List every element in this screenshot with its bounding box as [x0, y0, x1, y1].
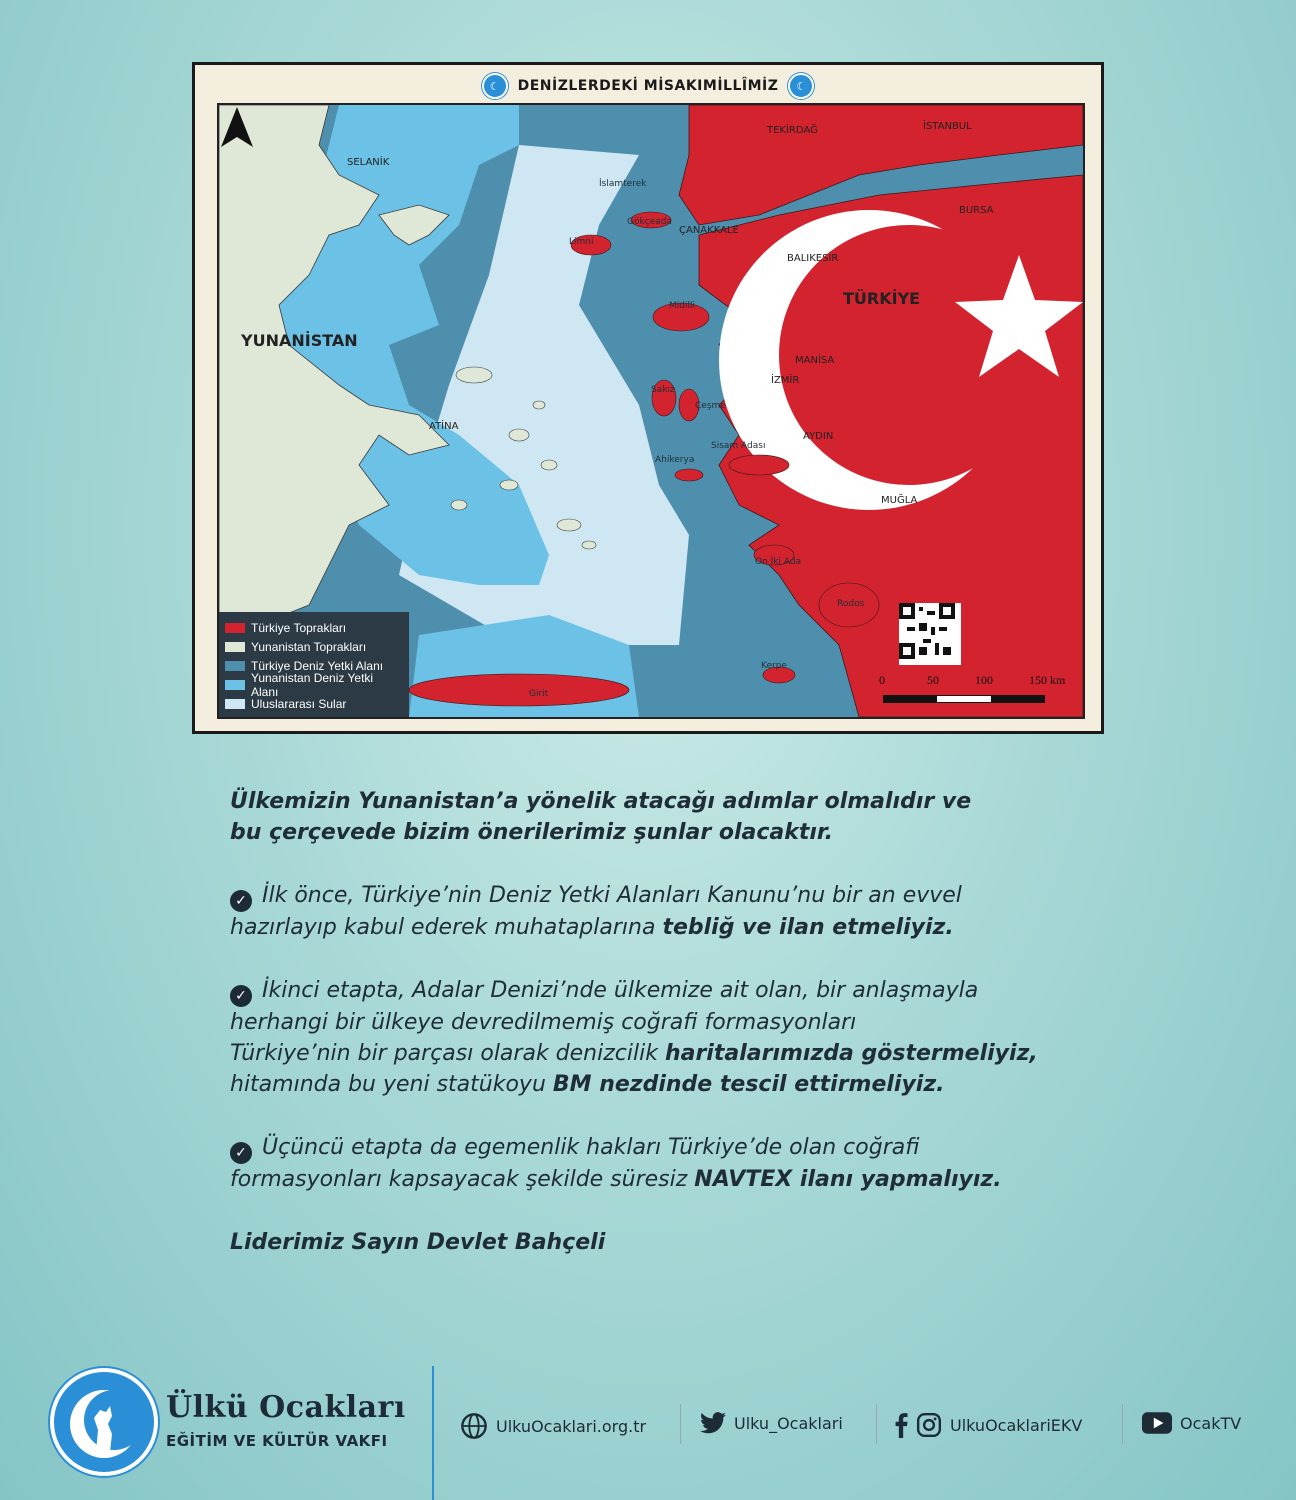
label-canakkale: ÇANAKKALE [679, 225, 739, 236]
point-emphasis: haritalarımızda göstermeliyiz, [664, 1041, 1038, 1066]
legend-item [225, 637, 403, 656]
social-separator [1122, 1404, 1123, 1444]
scale-label: 0 [879, 673, 885, 687]
legend-item [225, 618, 403, 637]
point-emphasis: tebliğ ve ilan etmeliyiz. [662, 915, 954, 940]
youtube-icon [1142, 1412, 1172, 1434]
social-separator [680, 1404, 681, 1444]
label-aydin: AYDIN [803, 431, 834, 442]
label-greece: YUNANİSTAN [241, 331, 358, 350]
point-text: hitamında bu yeni statükoyu [230, 1072, 553, 1097]
org-subtitle: EĞİTİM VE KÜLTÜR VAKFI [166, 1432, 388, 1450]
north-arrow-icon [219, 105, 255, 149]
youtube-link[interactable] [1142, 1412, 1241, 1434]
legend-label: Türkiye Toprakları [251, 620, 347, 635]
legend-label: Yunanistan Deniz Yetki Alanı [250, 670, 374, 699]
legend-swatch [225, 661, 245, 671]
point-emphasis: BM nezdinde tescil ettirmeliyiz. [552, 1072, 945, 1097]
label-girit: Girit [529, 689, 549, 699]
org-name: Ülkü Ocakları [166, 1390, 406, 1425]
point-text: Üçüncü etapta da egemenlik hakları Türkiye’de olan coğrafi [262, 1135, 920, 1160]
label-limni: Limni [569, 237, 594, 247]
label-ahikerya: Ahikerya [655, 455, 695, 465]
footer [0, 1360, 1296, 1500]
label-mugla: MUĞLA [881, 495, 918, 506]
facebook-instagram-label: UlkuOcaklariEKV [950, 1415, 1083, 1435]
check-icon: ✓ [230, 1142, 252, 1164]
map-area [217, 103, 1085, 719]
footer-divider [432, 1366, 434, 1500]
point-3 [230, 1132, 1180, 1195]
crescent-logo-icon: ☾ [482, 73, 508, 99]
point-text: İkinci etapta, Adalar Denizi’nde ülkemize ait olan, bir anlaşmayla [262, 978, 979, 1003]
label-manisa: MANİSA [795, 355, 835, 366]
instagram-icon [916, 1412, 942, 1438]
label-islamterek: İslamterek [599, 179, 647, 189]
website-label: UlkuOcaklari.org.tr [496, 1416, 647, 1436]
check-icon: ✓ [230, 985, 252, 1007]
label-sisam: Sisam Adası [711, 441, 766, 451]
qr-code[interactable] [899, 603, 961, 665]
map-title: DENİZLERDEKİ MİSAKIMİLLÎMİZ [517, 78, 779, 94]
legend-swatch [225, 642, 245, 652]
point-text: Türkiye’nin bir parçası olarak denizcilik [230, 1041, 665, 1066]
website-link[interactable] [460, 1412, 646, 1440]
point-2 [230, 975, 1180, 1100]
label-turkey: TÜRKİYE [843, 289, 921, 308]
label-atina: ATİNA [429, 421, 459, 432]
label-kerpe: Kerpe [761, 661, 787, 671]
label-istanbul: İSTANBUL [923, 121, 972, 132]
statement-text [230, 786, 1180, 1258]
signature: Liderimiz Sayın Devlet Bahçeli [230, 1230, 606, 1255]
label-gokceada: Gökçeada [627, 217, 672, 227]
label-izmir: İZMİR [771, 375, 800, 386]
legend-label: Uluslararası Sular [251, 696, 347, 711]
intro-line: Ülkemizin Yunanistan’a yönelik atacağı adımlar olmalıdır ve [230, 789, 972, 814]
label-sakiz: Sakız [651, 385, 675, 395]
youtube-label: OcakTV [1180, 1413, 1242, 1433]
twitter-link[interactable] [700, 1412, 843, 1434]
label-midilli: Midilli [669, 301, 695, 311]
globe-icon [460, 1412, 488, 1440]
label-selanik: SELANİK [347, 157, 390, 168]
label-rodos: Rodos [837, 599, 865, 609]
crescent-logo-icon: ☾ [788, 73, 814, 99]
legend-swatch [225, 699, 245, 709]
point-text: herhangi bir ülkeye devredilmemiş coğrafi formasyonları [230, 1010, 857, 1035]
ulku-ocaklari-logo [50, 1368, 158, 1476]
legend-label: Yunanistan Toprakları [251, 639, 367, 654]
point-text: hazırlayıp kabul ederek muhataplarına [230, 915, 663, 940]
legend-swatch [225, 623, 245, 633]
map-frame [192, 62, 1104, 734]
scale-label: 50 [927, 673, 939, 687]
label-bursa: BURSA [959, 205, 994, 216]
label-tekirdag: TEKİRDAĞ [767, 125, 818, 136]
point-text: İlk önce, Türkiye’nin Deniz Yetki Alanları Kanunu’nu bir an evvel [262, 883, 962, 908]
twitter-label: Ulku_Ocaklari [734, 1413, 843, 1433]
intro-text [230, 786, 1180, 848]
wolf-crescent-logo-icon [54, 1372, 154, 1472]
label-onikiada: On İki Ada [755, 557, 802, 567]
twitter-icon [700, 1412, 726, 1434]
point-emphasis: NAVTEX ilanı yapmalıyız. [694, 1167, 1002, 1192]
legend-label: Türkiye Deniz Yetki Alanı [251, 658, 384, 673]
scale-label: 150 km [1029, 673, 1066, 687]
facebook-icon [894, 1412, 908, 1438]
legend-swatch [225, 680, 245, 690]
label-balikesir: BALIKESİR [787, 253, 839, 264]
intro-line: bu çerçevede bizim önerilerimiz şunlar olacaktır. [230, 820, 833, 845]
point-1 [230, 880, 1180, 943]
scale-label: 100 [975, 673, 993, 687]
map-title-bar [195, 71, 1101, 101]
point-text: formasyonları kapsayacak şekilde süresiz [230, 1167, 695, 1192]
facebook-instagram-link[interactable] [894, 1412, 1082, 1438]
scale-bar [879, 673, 1079, 713]
label-cesme: Çeşme [695, 401, 726, 411]
qr-code-icon [899, 603, 955, 659]
map-legend [219, 612, 409, 717]
scale-bar-graphic [883, 695, 1045, 703]
check-icon: ✓ [230, 890, 252, 912]
social-separator [876, 1404, 877, 1444]
legend-item [225, 670, 403, 699]
